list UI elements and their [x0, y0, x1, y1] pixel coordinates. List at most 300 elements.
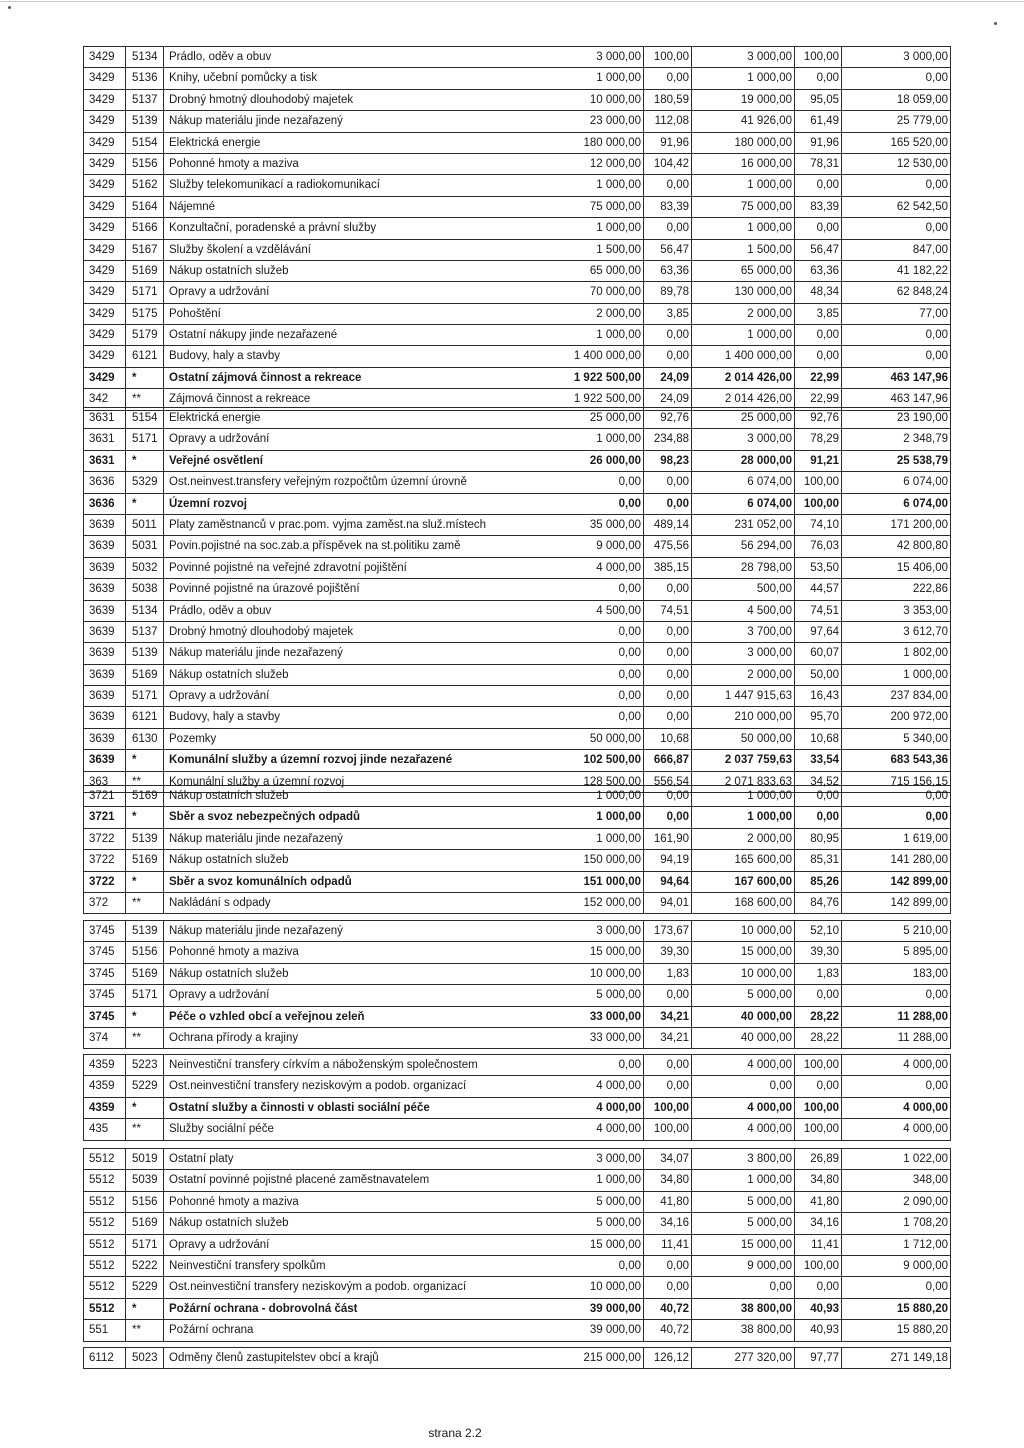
actual-amount: 3 353,00: [841, 601, 950, 621]
percent-of-adjusted: 0,00: [794, 1076, 841, 1096]
subtotal-row: [84, 1299, 950, 1320]
item-description: Povinné pojistné na veřejné zdravotní pojištění: [163, 558, 535, 578]
adjusted-budget: 1 447 915,63: [691, 686, 794, 706]
adjusted-budget: 40 000,00: [691, 1028, 794, 1048]
paragraph-code: 5512: [89, 1281, 115, 1294]
approved-budget: 3 000,00: [596, 925, 641, 937]
approved-budget: 4 000,00: [596, 1101, 641, 1114]
paragraph-code: 3639: [89, 540, 115, 553]
percent-of-adjusted: 34,80: [794, 1170, 841, 1190]
paragraph-code: 3639: [89, 625, 115, 638]
item-description: Nákup materiálu jinde nezařazený: [163, 829, 535, 849]
percent-of-adjusted: 92,76: [794, 408, 841, 428]
item-code: 5154: [125, 408, 163, 428]
paragraph-code: 3639: [89, 647, 115, 660]
item-code: 5169: [125, 261, 163, 281]
approved-budget: 35 000,00: [589, 518, 641, 531]
adjusted-budget: 1 400 000,00: [691, 346, 794, 366]
approved-budget: 1 500,00: [596, 243, 641, 256]
item-code: 5137: [125, 622, 163, 642]
percent-of-adjusted: 85,26: [794, 872, 841, 892]
table-row: [84, 729, 950, 750]
percent-of-approved: 100,00: [643, 47, 691, 67]
actual-amount: 9 000,00: [841, 1256, 950, 1276]
table-row: [84, 1149, 950, 1170]
table-row: [84, 850, 950, 871]
percent-of-approved: 161,90: [643, 829, 691, 849]
adjusted-budget: 1 000,00: [691, 1170, 794, 1190]
percent-of-adjusted: 60,07: [794, 643, 841, 663]
approved-budget: 1 000,00: [596, 790, 641, 802]
percent-of-approved: 0,00: [643, 1256, 691, 1276]
adjusted-budget: 180 000,00: [691, 133, 794, 153]
paragraph-code: 3639: [89, 561, 115, 574]
table-row: [84, 1348, 950, 1369]
percent-of-approved: 74,51: [643, 601, 691, 621]
subtotal-row: [84, 368, 950, 389]
percent-of-adjusted: 100,00: [794, 1055, 841, 1075]
percent-of-approved: 83,39: [643, 197, 691, 217]
paragraph-code: 6112: [89, 1352, 114, 1364]
item-description: Nákup materiálu jinde nezařazený: [163, 111, 535, 131]
approved-budget: 1 000,00: [596, 329, 641, 342]
approved-budget: 0,00: [618, 1059, 641, 1071]
paragraph-code: 3639: [89, 518, 115, 531]
adjusted-budget: 15 000,00: [691, 942, 794, 962]
item-code: **: [125, 1320, 163, 1340]
approved-budget: 4 000,00: [596, 561, 641, 574]
approved-budget: 0,00: [618, 1259, 641, 1272]
actual-amount: 5 340,00: [841, 729, 950, 749]
subtotal-row: [84, 807, 950, 828]
item-description: Služby školení a vzdělávání: [163, 240, 535, 260]
percent-of-approved: 63,36: [643, 261, 691, 281]
approved-budget: 128 500,00: [583, 775, 641, 788]
percent-of-adjusted: 78,31: [794, 154, 841, 174]
paragraph-code: 3429: [89, 157, 115, 170]
paragraph-code: 3429: [89, 72, 115, 85]
percent-of-approved: 24,09: [643, 368, 691, 388]
actual-amount: 5 210,00: [841, 921, 950, 941]
table-row: [84, 1213, 950, 1234]
approved-budget: 25 000,00: [589, 412, 641, 424]
actual-amount: 11 288,00: [841, 1028, 950, 1048]
item-code: 5166: [125, 218, 163, 238]
percent-of-approved: 34,21: [643, 1028, 691, 1048]
item-description: Komunální služby a územní rozvoj: [163, 772, 535, 792]
adjusted-budget: 19 000,00: [691, 90, 794, 110]
paragraph-code: 3722: [89, 875, 115, 888]
percent-of-approved: 104,42: [643, 154, 691, 174]
approved-budget: 70 000,00: [589, 286, 641, 299]
item-description: Ochrana přírody a krajiny: [163, 1028, 535, 1048]
percent-of-approved: 0,00: [643, 643, 691, 663]
item-code: 6121: [125, 707, 163, 727]
percent-of-approved: 0,00: [643, 494, 691, 514]
adjusted-budget: 6 074,00: [691, 472, 794, 492]
table-row: [84, 218, 950, 239]
actual-amount: 77,00: [841, 304, 950, 324]
paragraph-code: 3429: [89, 115, 115, 128]
percent-of-adjusted: 53,50: [794, 558, 841, 578]
table-row: [84, 1320, 950, 1341]
percent-of-adjusted: 97,64: [794, 622, 841, 642]
approved-budget: 0,00: [618, 497, 641, 510]
table-block: [83, 1148, 951, 1342]
item-code: **: [125, 893, 163, 913]
item-description: Ost.neinvest.transfery veřejným rozpočtům územní úrovně: [163, 472, 535, 492]
item-code: 5223: [125, 1055, 163, 1075]
item-description: Ostatní zájmová činnost a rekreace: [163, 368, 535, 388]
adjusted-budget: 50 000,00: [691, 729, 794, 749]
percent-of-adjusted: 39,30: [794, 942, 841, 962]
paragraph-code: 3429: [89, 286, 115, 299]
percent-of-approved: 94,19: [643, 850, 691, 870]
approved-budget: 1 000,00: [596, 72, 641, 85]
percent-of-approved: 0,00: [643, 665, 691, 685]
actual-amount: 12 530,00: [841, 154, 950, 174]
percent-of-approved: 10,68: [643, 729, 691, 749]
paragraph-code: 3639: [89, 711, 115, 724]
percent-of-adjusted: 91,96: [794, 133, 841, 153]
paragraph-code: 3745: [89, 946, 115, 959]
adjusted-budget: 38 800,00: [691, 1299, 794, 1319]
item-description: Neinvestiční transfery spolkům: [163, 1256, 535, 1276]
actual-amount: 142 899,00: [841, 872, 950, 892]
adjusted-budget: 165 600,00: [691, 850, 794, 870]
item-description: Drobný hmotný dlouhodobý majetek: [163, 90, 535, 110]
table-row: [84, 282, 950, 303]
item-description: Pohoštění: [163, 304, 535, 324]
table-row: [84, 429, 950, 450]
paragraph-code: 3429: [89, 329, 115, 342]
adjusted-budget: 1 000,00: [691, 807, 794, 827]
item-description: Pohonné hmoty a maziva: [163, 1192, 535, 1212]
actual-amount: 18 059,00: [841, 90, 950, 110]
item-description: Sběr a svoz nebezpečných odpadů: [163, 807, 535, 827]
table-block: [83, 46, 951, 411]
percent-of-approved: 11,41: [643, 1235, 691, 1255]
adjusted-budget: 40 000,00: [691, 1007, 794, 1027]
adjusted-budget: 1 000,00: [691, 175, 794, 195]
item-description: Ost.neinvestiční transfery neziskovým a podob. organizací: [163, 1076, 535, 1096]
item-code: 6121: [125, 346, 163, 366]
actual-amount: 847,00: [841, 240, 950, 260]
percent-of-adjusted: 34,52: [794, 772, 841, 792]
table-row: [84, 1192, 950, 1213]
table-row: [84, 985, 950, 1006]
item-code: 5171: [125, 429, 163, 449]
item-description: Veřejné osvětlení: [163, 451, 535, 471]
percent-of-adjusted: 26,89: [794, 1149, 841, 1169]
percent-of-adjusted: 0,00: [794, 346, 841, 366]
item-code: 5171: [125, 282, 163, 302]
percent-of-adjusted: 40,93: [794, 1320, 841, 1340]
item-description: Prádlo, oděv a obuv: [163, 47, 535, 67]
approved-budget: 150 000,00: [583, 854, 641, 867]
paragraph-code: 3429: [89, 200, 115, 213]
actual-amount: 463 147,96: [841, 368, 950, 388]
percent-of-approved: 556,54: [643, 772, 691, 792]
adjusted-budget: 3 000,00: [691, 643, 794, 663]
actual-amount: 0,00: [841, 346, 950, 366]
actual-amount: 0,00: [841, 325, 950, 345]
adjusted-budget: 3 800,00: [691, 1149, 794, 1169]
paragraph-code: 3631: [89, 433, 115, 446]
item-code: 5175: [125, 304, 163, 324]
table-block: [83, 920, 951, 1049]
item-code: 5164: [125, 197, 163, 217]
percent-of-adjusted: 44,57: [794, 579, 841, 599]
item-code: 5169: [125, 1213, 163, 1233]
percent-of-approved: 126,12: [643, 1348, 691, 1368]
table-block: [83, 1054, 951, 1141]
item-code: 5031: [125, 536, 163, 556]
item-code: 5019: [125, 1149, 163, 1169]
approved-budget: 50 000,00: [589, 732, 641, 745]
scan-edge-line: [0, 1, 1024, 2]
percent-of-approved: 0,00: [643, 68, 691, 88]
approved-budget: 26 000,00: [589, 454, 641, 467]
item-description: Ostatní platy: [163, 1149, 535, 1169]
actual-amount: 1 802,00: [841, 643, 950, 663]
table-row: [84, 1170, 950, 1191]
percent-of-approved: 0,00: [643, 579, 691, 599]
table-row: [84, 601, 950, 622]
item-description: Opravy a udržování: [163, 686, 535, 706]
actual-amount: 4 000,00: [841, 1055, 950, 1075]
paragraph-code: 3745: [89, 989, 115, 1002]
percent-of-approved: 0,00: [643, 1076, 691, 1096]
table-row: [84, 665, 950, 686]
approved-budget: 3 000,00: [596, 1153, 641, 1165]
paragraph-code: 435: [89, 1123, 109, 1136]
actual-amount: 0,00: [841, 1277, 950, 1297]
approved-budget: 9 000,00: [596, 540, 641, 553]
paragraph-code: 3636: [89, 476, 115, 489]
item-code: 5169: [125, 964, 163, 984]
item-code: *: [125, 368, 163, 388]
actual-amount: 62 848,24: [841, 282, 950, 302]
percent-of-approved: 475,56: [643, 536, 691, 556]
item-description: Nákup materiálu jinde nezařazený: [163, 643, 535, 663]
percent-of-adjusted: 97,77: [794, 1348, 841, 1368]
actual-amount: 3 612,70: [841, 622, 950, 642]
item-description: Pohonné hmoty a maziva: [163, 154, 535, 174]
approved-budget: 0,00: [618, 668, 641, 681]
table-row: [84, 622, 950, 643]
percent-of-adjusted: 52,10: [794, 921, 841, 941]
item-description: Ostatní povinné pojistné placené zaměstnavatelem: [163, 1170, 535, 1190]
percent-of-approved: 385,15: [643, 558, 691, 578]
percent-of-adjusted: 3,85: [794, 304, 841, 324]
percent-of-approved: 40,72: [643, 1299, 691, 1319]
subtotal-row: [84, 451, 950, 472]
actual-amount: 2 090,00: [841, 1192, 950, 1212]
actual-amount: 171 200,00: [841, 515, 950, 535]
approved-budget: 1 000,00: [596, 222, 641, 235]
item-code: **: [125, 772, 163, 792]
actual-amount: 4 000,00: [841, 1119, 950, 1139]
adjusted-budget: 15 000,00: [691, 1235, 794, 1255]
paragraph-code: 551: [89, 1324, 109, 1337]
adjusted-budget: 38 800,00: [691, 1320, 794, 1340]
approved-budget: 33 000,00: [589, 1010, 641, 1023]
percent-of-adjusted: 56,47: [794, 240, 841, 260]
adjusted-budget: 1 000,00: [691, 68, 794, 88]
adjusted-budget: 41 926,00: [691, 111, 794, 131]
item-description: Prádlo, oděv a obuv: [163, 601, 535, 621]
paragraph-code: 3429: [89, 222, 115, 235]
item-code: 5039: [125, 1170, 163, 1190]
adjusted-budget: 6 074,00: [691, 494, 794, 514]
adjusted-budget: 2 014 426,00: [691, 368, 794, 388]
percent-of-adjusted: 28,22: [794, 1028, 841, 1048]
table-row: [84, 829, 950, 850]
actual-amount: 41 182,22: [841, 261, 950, 281]
adjusted-budget: 3 000,00: [691, 429, 794, 449]
adjusted-budget: 5 000,00: [691, 985, 794, 1005]
percent-of-adjusted: 84,76: [794, 893, 841, 913]
item-code: 5156: [125, 942, 163, 962]
scan-speck: [8, 6, 11, 9]
paragraph-code: 3639: [89, 690, 115, 703]
item-description: Služby telekomunikací a radiokomunikací: [163, 175, 535, 195]
adjusted-budget: 56 294,00: [691, 536, 794, 556]
subtotal-row: [84, 1007, 950, 1028]
item-description: Nákup ostatních služeb: [163, 665, 535, 685]
adjusted-budget: 0,00: [691, 1076, 794, 1096]
item-code: 5171: [125, 985, 163, 1005]
percent-of-adjusted: 28,22: [794, 1007, 841, 1027]
item-code: 5171: [125, 1235, 163, 1255]
percent-of-adjusted: 95,70: [794, 707, 841, 727]
item-description: Ostatní nákupy jinde nezařazené: [163, 325, 535, 345]
item-description: Zájmová činnost a rekreace: [163, 389, 535, 409]
adjusted-budget: 2 014 426,00: [691, 389, 794, 409]
table-row: [84, 942, 950, 963]
paragraph-code: 3429: [89, 264, 115, 277]
approved-budget: 4 000,00: [596, 1080, 641, 1093]
item-description: Budovy, haly a stavby: [163, 346, 535, 366]
approved-budget: 5 000,00: [596, 1217, 641, 1230]
item-code: 5139: [125, 829, 163, 849]
actual-amount: 348,00: [841, 1170, 950, 1190]
actual-amount: 0,00: [841, 68, 950, 88]
actual-amount: 42 800,80: [841, 536, 950, 556]
percent-of-adjusted: 100,00: [794, 1256, 841, 1276]
percent-of-adjusted: 0,00: [794, 786, 841, 806]
actual-amount: 271 149,18: [841, 1348, 950, 1368]
table-row: [84, 47, 950, 68]
item-description: Nákup ostatních služeb: [163, 261, 535, 281]
percent-of-adjusted: 100,00: [794, 472, 841, 492]
actual-amount: 5 895,00: [841, 942, 950, 962]
percent-of-approved: 0,00: [643, 1277, 691, 1297]
item-description: Opravy a udržování: [163, 282, 535, 302]
table-row: [84, 1235, 950, 1256]
percent-of-approved: 34,07: [643, 1149, 691, 1169]
item-description: Povin.pojistné na soc.zab.a příspěvek na st.politiku zamě: [163, 536, 535, 556]
item-description: Ost.neinvestiční transfery neziskovým a podob. organizací: [163, 1277, 535, 1297]
actual-amount: 141 280,00: [841, 850, 950, 870]
percent-of-approved: 0,00: [643, 1055, 691, 1075]
percent-of-approved: 100,00: [643, 1098, 691, 1118]
table-row: [84, 786, 950, 807]
percent-of-adjusted: 22,99: [794, 368, 841, 388]
item-description: Nakládání s odpady: [163, 893, 535, 913]
table-row: [84, 240, 950, 261]
percent-of-adjusted: 11,41: [794, 1235, 841, 1255]
actual-amount: 3 000,00: [841, 47, 950, 67]
actual-amount: 165 520,00: [841, 133, 950, 153]
approved-budget: 0,00: [618, 625, 641, 638]
adjusted-budget: 1 000,00: [691, 786, 794, 806]
item-code: 5139: [125, 111, 163, 131]
item-description: Elektrická energie: [163, 133, 535, 153]
table-row: [84, 175, 950, 196]
paragraph-code: 3631: [89, 412, 115, 424]
percent-of-adjusted: 33,54: [794, 750, 841, 770]
item-code: *: [125, 750, 163, 770]
paragraph-code: 374: [89, 1031, 109, 1044]
adjusted-budget: 28 798,00: [691, 558, 794, 578]
table-row: [84, 472, 950, 493]
actual-amount: 0,00: [841, 807, 950, 827]
approved-budget: 102 500,00: [583, 754, 641, 767]
table-row: [84, 68, 950, 89]
percent-of-adjusted: 63,36: [794, 261, 841, 281]
table-row: [84, 1256, 950, 1277]
percent-of-adjusted: 0,00: [794, 68, 841, 88]
approved-budget: 2 000,00: [596, 307, 641, 320]
actual-amount: 15 880,20: [841, 1320, 950, 1340]
percent-of-approved: 234,88: [643, 429, 691, 449]
approved-budget: 5 000,00: [596, 989, 641, 1002]
paragraph-code: 4359: [89, 1080, 115, 1093]
paragraph-code: 372: [89, 896, 109, 909]
percent-of-adjusted: 41,80: [794, 1192, 841, 1212]
item-description: Budovy, haly a stavby: [163, 707, 535, 727]
actual-amount: 25 538,79: [841, 451, 950, 471]
paragraph-code: 5512: [89, 1174, 115, 1187]
item-code: 5134: [125, 47, 163, 67]
actual-amount: 11 288,00: [841, 1007, 950, 1027]
item-code: *: [125, 494, 163, 514]
adjusted-budget: 2 000,00: [691, 665, 794, 685]
approved-budget: 75 000,00: [589, 200, 641, 213]
item-description: Opravy a udržování: [163, 1235, 535, 1255]
percent-of-approved: 0,00: [643, 346, 691, 366]
item-description: Nákup materiálu jinde nezařazený: [163, 921, 535, 941]
actual-amount: 0,00: [841, 218, 950, 238]
subtotal-row: [84, 494, 950, 515]
adjusted-budget: 1 000,00: [691, 218, 794, 238]
table-row: [84, 133, 950, 154]
approved-budget: 4 000,00: [596, 1123, 641, 1136]
actual-amount: 62 542,50: [841, 197, 950, 217]
item-description: Konzultační, poradenské a právní služby: [163, 218, 535, 238]
approved-budget: 39 000,00: [589, 1302, 641, 1315]
item-code: **: [125, 1028, 163, 1048]
percent-of-approved: 0,00: [643, 786, 691, 806]
actual-amount: 25 779,00: [841, 111, 950, 131]
percent-of-adjusted: 74,10: [794, 515, 841, 535]
percent-of-adjusted: 0,00: [794, 218, 841, 238]
item-code: 5137: [125, 90, 163, 110]
paragraph-code: 3639: [89, 604, 115, 617]
approved-budget: 10 000,00: [589, 967, 641, 980]
